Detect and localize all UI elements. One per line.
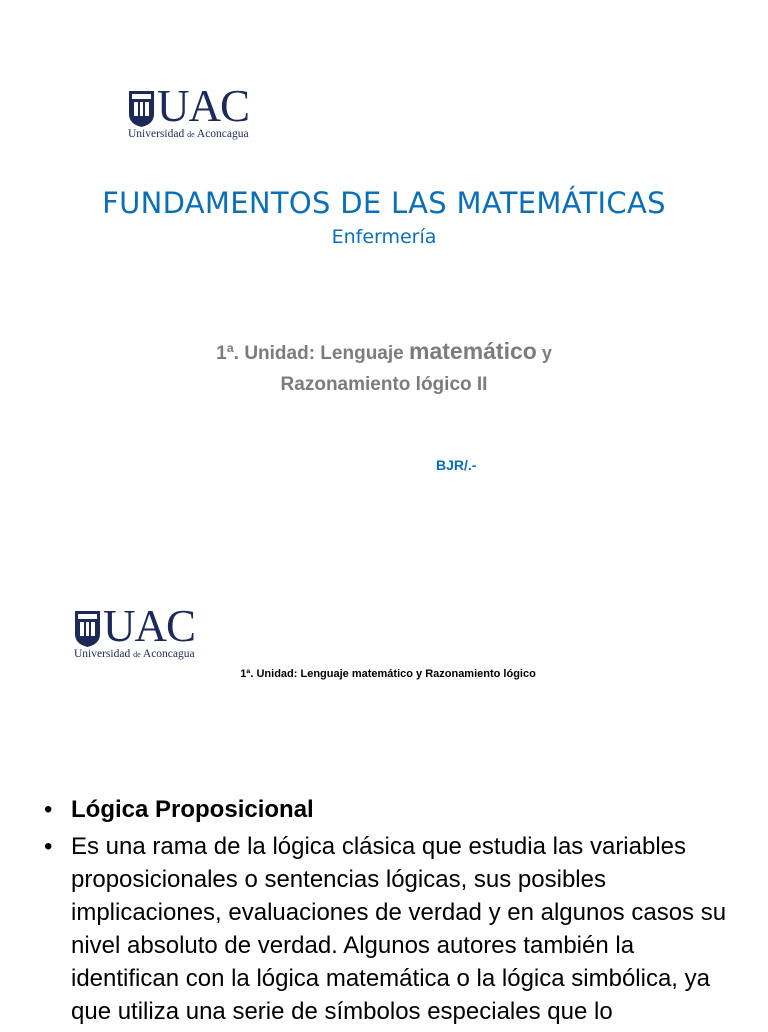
logo-wordmark: UAC: [157, 81, 250, 131]
bullet-icon: •: [44, 796, 53, 823]
author-initials: BJR/.-: [436, 457, 477, 473]
slide-header-caption: 1ª. Unidad: Lenguaje matemático y Razonamiento lógico: [240, 668, 536, 680]
page-title: FUNDAMENTOS DE LAS MATEMÁTICAS: [102, 186, 666, 220]
unit-heading: 1ª. Unidad: Lenguaje matemático y Razonamiento lógico II: [216, 338, 552, 395]
uac-logo: [128, 81, 268, 146]
logo-subtitle: Universidad de Aconcagua: [74, 648, 195, 660]
list-item: • Es una rama de la lógica clásica que estudia las variables proposicionales o sentencias lógicas, sus posibles implicaciones, evaluaciones de verdad y en algunos casos su nivel absoluto de verdad. Algunos autores también la identifican con la lógica matemática o la lógica simbólica, ya que utiliza una serie de símbolos especiales que lo: [44, 830, 744, 1028]
uac-logo-small: [74, 601, 214, 666]
bullet-icon: •: [44, 833, 53, 860]
logo-subtitle: Universidad de Aconcagua: [128, 128, 249, 140]
bullet-list: [44, 793, 744, 1032]
list-item: • Lógica Proposicional: [44, 793, 744, 826]
crest-icon: [128, 90, 155, 128]
page-subtitle: Enfermería: [331, 226, 437, 248]
logo-wordmark: UAC: [103, 601, 196, 651]
crest-icon: [74, 610, 101, 648]
